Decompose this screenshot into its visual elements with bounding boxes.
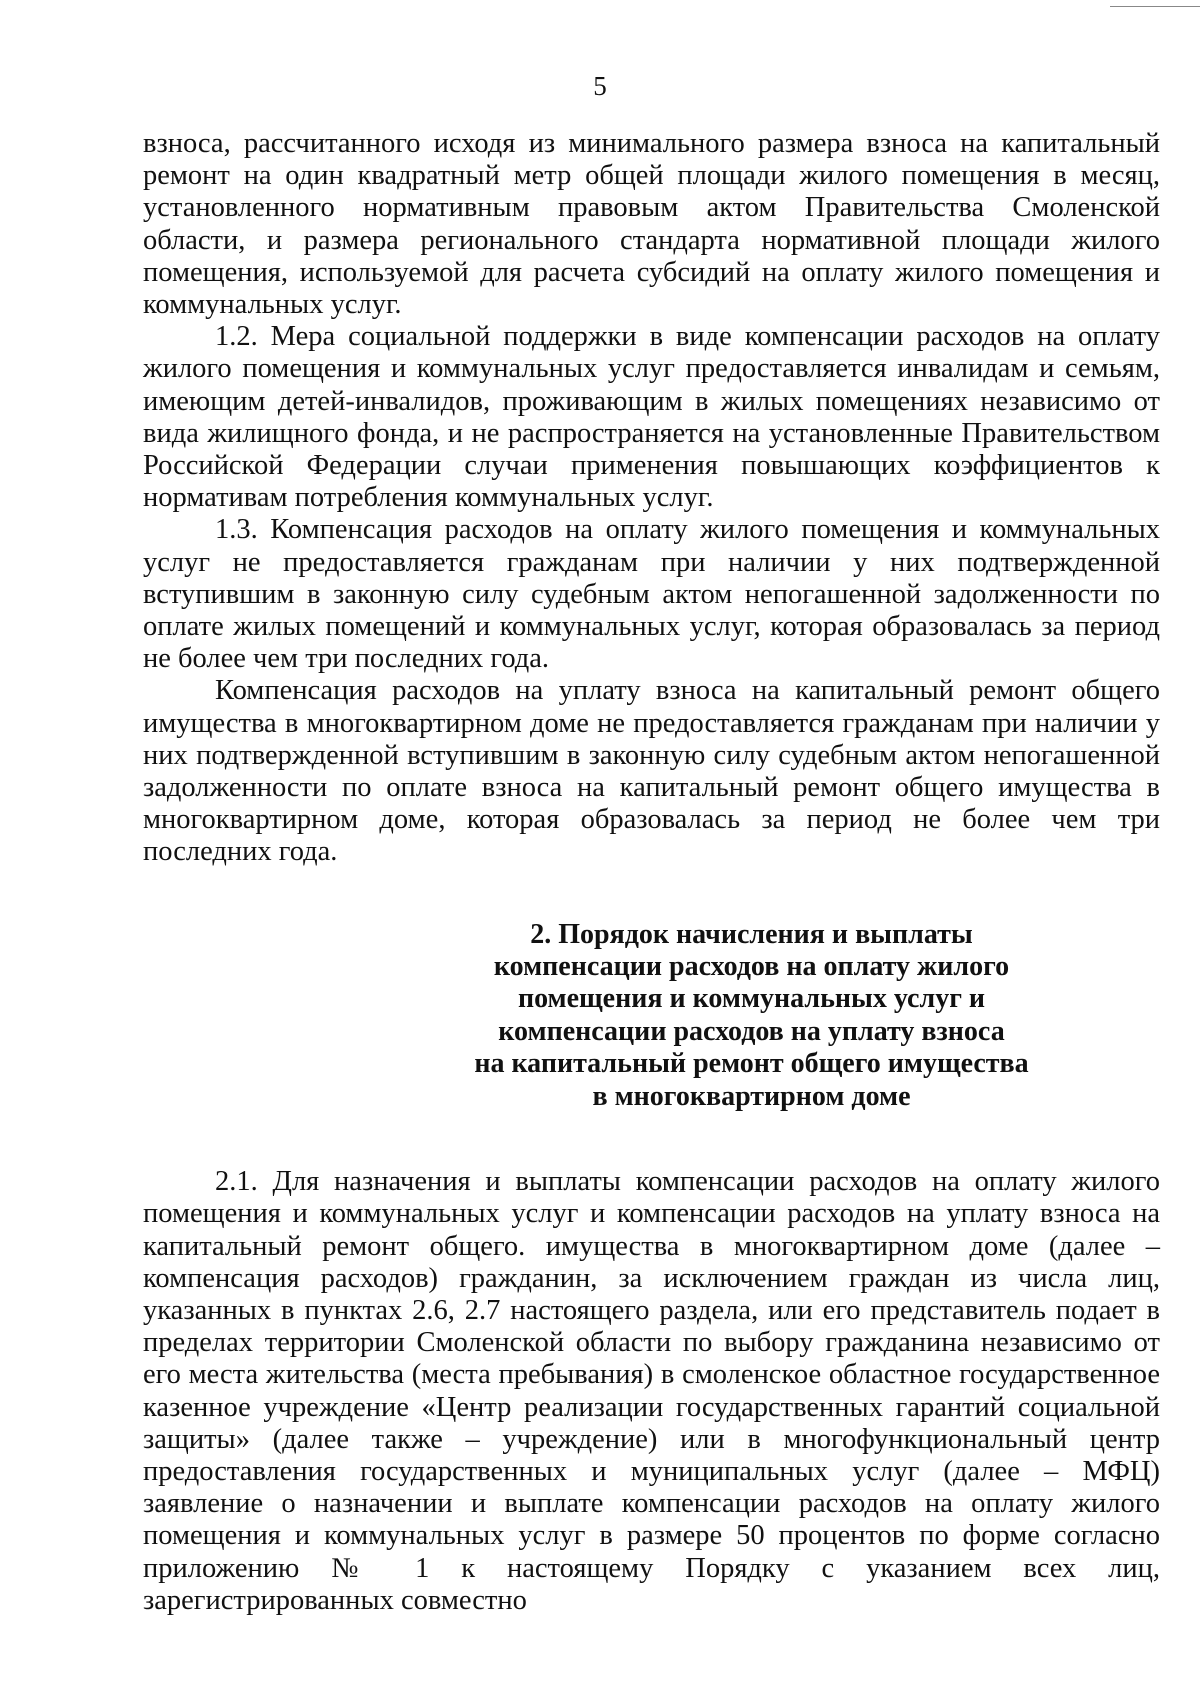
- section-heading-line: помещения и коммунальных услуг и: [517, 983, 986, 1015]
- paragraph-2-1: 2.1. Для назначения и выплаты компенсации расходов на оплату жилого помещения и коммунальных услуг и компенсации расходов на уплату взноса на капитальный ремонт общего. имущества в многоквартирном доме (далее – компенсация расходов) гражданин, за исключением граждан из числа лиц, указанных в пунктах 2.6, 2.7 настоящего раздела, или его представитель подает в пределах территории Смоленской области по выбору гражданина независимо от его места жительства (места пребывания) в смоленское областное государственное казенное учреждение «Центр реализации государственных гарантий социальной защиты» (далее также – учреждение) или в многофункциональный центр предоставления государственных и муниципальных услуг (далее – МФЦ) заявление о назначении и выплате компенсации расходов на оплату жилого помещения и коммунальных услуг в размере 50 процентов по форме согласно приложению № 1 к настоящему Порядку с указанием всех лиц, зарегистрированных совместно: [143, 1166, 1160, 1616]
- paragraph-1-2: 1.2. Мера социальной поддержки в виде компенсации расходов на оплату жилого помещения и коммунальных услуг предоставляется инвалидам и семьям, имеющим детей-инвалидов, проживающим в жилых помещениях независимо от вида жилищного фонда, и не распространяется на установленные Правительством Российской Федерации случаи применения повышающих коэффициентов к нормативам потребления коммунальных услуг.: [143, 321, 1160, 514]
- scan-artifact-line: [1110, 6, 1200, 7]
- section-heading: [143, 919, 1160, 1113]
- section-heading-line: 2. Порядок начисления и выплаты: [530, 918, 973, 950]
- page-number: 5: [593, 71, 607, 101]
- section-heading-line: компенсации расходов на оплату жилого: [493, 951, 1010, 983]
- paragraph-1-3: 1.3. Компенсация расходов на оплату жилого помещения и коммунальных услуг не предоставляется гражданам при наличии у них подтвержденной вступившим в законную силу судебным актом непогашенной задолженности по оплате жилых помещений и коммунальных услуг, которая образовалась за период не более чем три последних года.: [143, 514, 1160, 675]
- document-body: [143, 128, 1160, 1617]
- section-heading-line: в многоквартирном доме: [592, 1080, 911, 1112]
- section-heading-line: компенсации расходов на уплату взноса: [498, 1015, 1005, 1047]
- paragraph-1-3-continued: Компенсация расходов на уплату взноса на капитальный ремонт общего имущества в многоквартирном доме не предоставляется гражданам при наличии у них подтвержденной вступившим в законную силу судебным актом непогашенной задолженности по оплате взноса на капитальный ремонт общего имущества в многоквартирном доме, которая образовалась за период не более чем три последних года.: [143, 675, 1160, 868]
- section-heading-line: на капитальный ремонт общего имущества: [474, 1048, 1029, 1080]
- paragraph-continuation: взноса, рассчитанного исходя из минимального размера взноса на капитальный ремонт на один квадратный метр общей площади жилого помещения в месяц, установленного нормативным правовым актом Правительства Смоленской области, и размера регионального стандарта нормативной площади жилого помещения, используемой для расчета субсидий на оплату жилого помещения и коммунальных услуг.: [143, 128, 1160, 321]
